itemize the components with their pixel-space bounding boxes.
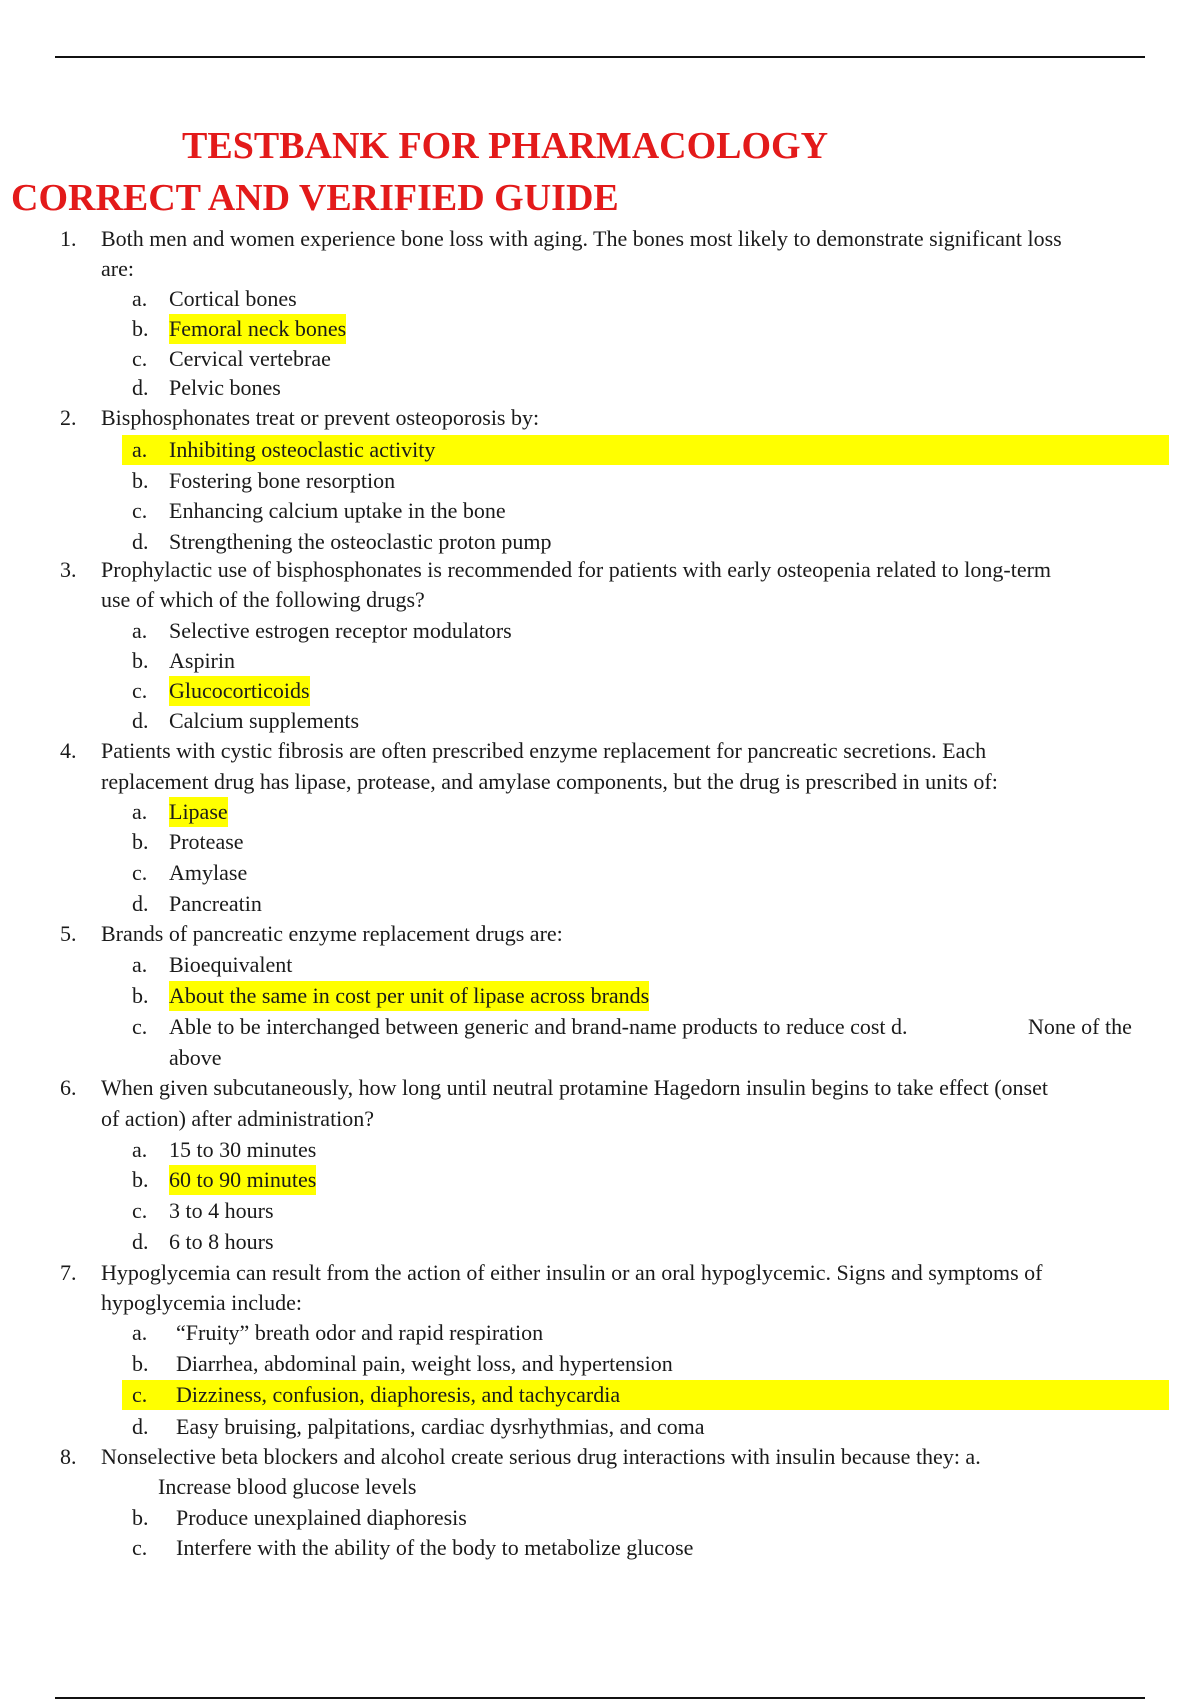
highlighted-answer: 60 to 90 minutes — [169, 1165, 316, 1195]
question-text: Patients with cystic fibrosis are often prescribed enzyme replacement for pancreatic secretions. Each — [101, 738, 987, 763]
question-text: Brands of pancreatic enzyme replacement drugs are: — [101, 921, 563, 946]
question-number: 6. — [60, 1075, 77, 1100]
highlighted-answer: About the same in cost per unit of lipase across brands — [169, 981, 649, 1011]
question-text: Prophylactic use of bisphosphonates is recommended for patients with early osteopenia related to long-term — [101, 557, 1052, 582]
option-text: Produce unexplained diaphoresis — [176, 1505, 467, 1530]
question-number: 4. — [60, 738, 77, 763]
option-text: Cervical vertebrae — [169, 346, 331, 371]
highlighted-answer: Dizziness, confusion, diaphoresis, and tachycardia — [176, 1382, 621, 1407]
document-title-line-2: CORRECT AND VERIFIED GUIDE — [11, 177, 619, 219]
question-text: When given subcutaneously, how long until neutral protamine Hagedorn insulin begins to take effect (onset — [101, 1075, 1048, 1100]
option-text: Amylase — [169, 860, 248, 885]
option-text: Easy bruising, palpitations, cardiac dysrhythmias, and coma — [176, 1414, 705, 1439]
option-text: Aspirin — [169, 648, 235, 673]
highlighted-answer: Glucocorticoids — [169, 676, 310, 706]
question-text: Both men and women experience bone loss with aging. The bones most likely to demonstrate significant loss — [101, 226, 1062, 251]
document-title-line-1: TESTBANK FOR PHARMACOLOGY — [182, 125, 829, 167]
question-number: 5. — [60, 921, 77, 946]
option-text: Fostering bone resorption — [169, 468, 396, 493]
question-text-continued: hypoglycemia include: — [101, 1290, 302, 1315]
question-number: 8. — [60, 1444, 77, 1469]
highlighted-answer: Inhibiting osteoclastic activity — [169, 437, 436, 462]
option-text: Cortical bones — [169, 286, 297, 311]
highlighted-answer: Femoral neck bones — [169, 314, 346, 344]
question-text-continued: use of which of the following drugs? — [101, 587, 425, 612]
option-text: 3 to 4 hours — [169, 1198, 274, 1223]
option-text: Calcium supplements — [169, 708, 360, 733]
option-text: Diarrhea, abdominal pain, weight loss, and hypertension — [176, 1351, 673, 1376]
option-text: Protease — [169, 829, 244, 854]
question-text-continued: replacement drug has lipase, protease, and amylase components, but the drug is prescribed in units of: — [101, 769, 998, 794]
option-text: Pancreatin — [169, 891, 262, 916]
option-text-continued: above — [169, 1045, 222, 1070]
question-text: Nonselective beta blockers and alcohol create serious drug interactions with insulin because they: a. — [101, 1444, 981, 1469]
question-number: 3. — [60, 557, 77, 582]
top-rule — [55, 56, 1145, 58]
question-text: Hypoglycemia can result from the action of either insulin or an oral hypoglycemic. Signs and symptoms of — [101, 1260, 1043, 1285]
question-number: 7. — [60, 1260, 77, 1285]
question-number: 1. — [60, 226, 77, 251]
question-number: 2. — [60, 405, 77, 430]
option-text: Strengthening the osteoclastic proton pump — [169, 529, 552, 554]
highlighted-answer: Lipase — [169, 797, 228, 827]
question-text: Bisphosphonates treat or prevent osteoporosis by: — [101, 405, 540, 430]
option-text: 15 to 30 minutes — [169, 1137, 317, 1162]
option-text: 6 to 8 hours — [169, 1229, 274, 1254]
question-text-continued: Increase blood glucose levels — [158, 1474, 417, 1499]
option-text-tail: None of the — [1028, 1014, 1132, 1039]
bottom-rule — [55, 1697, 1145, 1699]
question-text-continued: of action) after administration? — [101, 1106, 375, 1131]
option-text: Able to be interchanged between generic and brand-name products to reduce cost d. — [169, 1014, 908, 1039]
question-text-continued: are: — [101, 256, 134, 281]
option-text: Pelvic bones — [169, 375, 281, 400]
option-text: Enhancing calcium uptake in the bone — [169, 498, 506, 523]
option-text: Bioequivalent — [169, 952, 293, 977]
option-text: Selective estrogen receptor modulators — [169, 618, 512, 643]
option-text: “Fruity” breath odor and rapid respiration — [176, 1320, 544, 1345]
option-text: Interfere with the ability of the body to metabolize glucose — [176, 1535, 694, 1560]
